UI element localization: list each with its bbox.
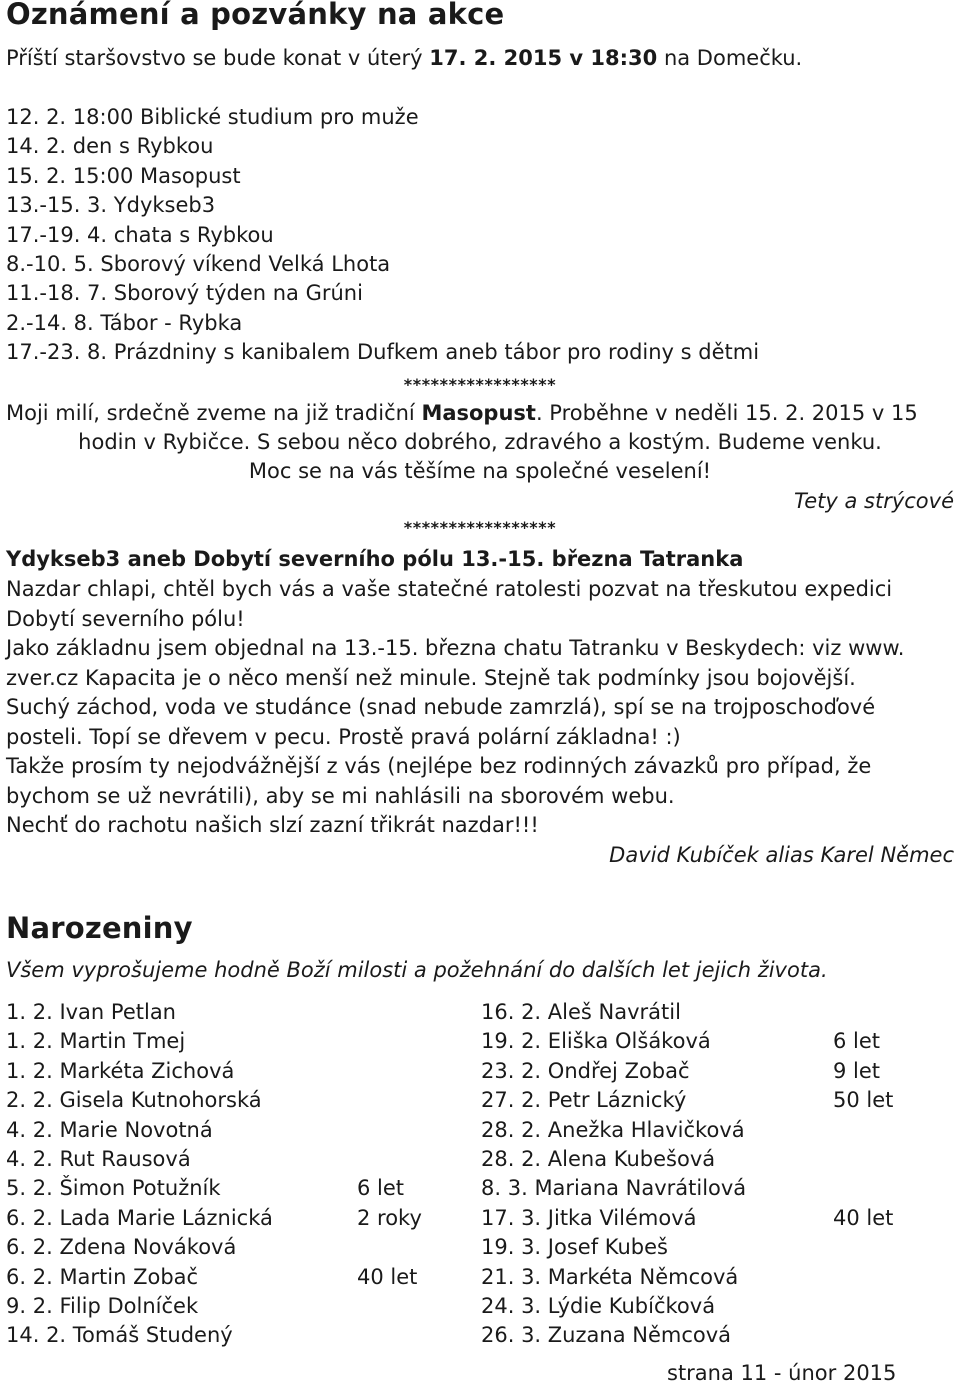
- elders-notice-prefix: Příští staršovstvo se bude konat v úterý: [6, 46, 430, 70]
- spacer: [66, 105, 73, 129]
- birthday-date: 4. 2.: [6, 1117, 53, 1142]
- event-item: [6, 164, 241, 188]
- birthday-name: Filip Dolníček: [59, 1294, 199, 1318]
- spacer: [541, 1265, 548, 1289]
- event-text: Sborový víkend Velká Lhota: [100, 252, 391, 276]
- birthdays-intro: Všem vyprošujeme hodně Boží milosti a požehnání do dalších let jejich života.: [6, 958, 828, 982]
- expedition-line: bychom se už nevrátili), aby se mi nahlásili na sborovém webu.: [6, 783, 675, 808]
- birthday-name: Josef Kubeš: [547, 1235, 668, 1260]
- birthday-age: 40 let: [833, 1205, 894, 1230]
- spacer: [541, 1294, 548, 1318]
- birthday-name: Marie Novotná: [59, 1117, 213, 1142]
- spacer: [541, 1059, 548, 1083]
- birthday-age: 9 let: [833, 1058, 881, 1083]
- birthday-name: Ondřej Zobač: [547, 1058, 690, 1083]
- birthday-name: Zdena Nováková: [59, 1235, 237, 1260]
- masopust-line-1: [6, 401, 918, 425]
- elders-notice-date: 17. 2. 2015 v 18:30: [429, 46, 658, 70]
- birthday-name: Alena Kubešová: [547, 1147, 716, 1171]
- birthday-date: 23. 2.: [481, 1058, 542, 1083]
- event-item: [6, 134, 213, 158]
- birthday-date: 21. 3.: [481, 1264, 542, 1289]
- birthday-name: Mariana Navrátilová: [534, 1176, 747, 1201]
- birthday-date: 6. 2.: [6, 1264, 53, 1289]
- birthday-date-name: [481, 1147, 715, 1171]
- event-item: [6, 281, 363, 305]
- spacer: [107, 340, 114, 364]
- birthday-date-name: [6, 1206, 273, 1230]
- birthday-date: 1. 2.: [6, 1029, 53, 1054]
- event-text: 15:00 Masopust: [72, 163, 241, 188]
- birthday-date-name: [481, 1265, 738, 1289]
- expedition-signature: David Kubíček alias Karel Němec: [609, 843, 954, 867]
- spacer: [541, 1000, 548, 1024]
- expedition-line: posteli. Topí se dřevem v pecu. Prostě pravá polární základna! :): [6, 724, 681, 749]
- event-date: 8.-10. 5.: [6, 252, 94, 276]
- separator: *****************: [403, 375, 557, 394]
- spacer: [66, 164, 73, 188]
- birthday-age: 50 let: [833, 1088, 894, 1113]
- birthday-date: 5. 2.: [6, 1176, 53, 1201]
- birthday-name: Petr Láznický: [547, 1088, 687, 1113]
- birthday-date-name: [6, 1118, 213, 1142]
- birthday-date: 26. 3.: [481, 1323, 542, 1348]
- birthday-date: 28. 2.: [481, 1117, 542, 1142]
- elders-notice-suffix: na Domečku.: [657, 46, 803, 70]
- birthday-date: 1. 2.: [6, 1000, 53, 1024]
- expedition-line: Suchý záchod, voda ve studánce (snad nebude zamrzlá), spí se na trojposchoďové: [6, 695, 876, 719]
- spacer: [107, 223, 114, 247]
- event-date: 17.-19. 4.: [6, 222, 108, 247]
- birthday-age: 40 let: [357, 1264, 418, 1289]
- birthday-date: 2. 2.: [6, 1088, 53, 1113]
- spacer: [66, 1323, 73, 1347]
- birthday-date: 28. 2.: [481, 1147, 542, 1171]
- birthday-date-name: [6, 1323, 233, 1347]
- elders-notice: [6, 46, 802, 70]
- birthday-name: Anežka Hlavičková: [547, 1117, 745, 1142]
- expedition-line: zver.cz Kapacita je o něco menší než minule. Stejně tak podmínky jsou bojovější.: [6, 665, 856, 690]
- event-item: [6, 105, 419, 129]
- announcements-heading: Oznámení a pozvánky na akce: [6, 0, 505, 31]
- birthday-name: Martin Zobač: [59, 1264, 199, 1289]
- birthday-name: Aleš Navrátil: [547, 1000, 681, 1024]
- spacer: [541, 1118, 548, 1142]
- birthday-name: Gisela Kutnohorská: [59, 1088, 262, 1113]
- birthday-date-name: [6, 1294, 198, 1318]
- event-date: 2.-14. 8.: [6, 310, 94, 335]
- event-text: Tábor - Rybka: [100, 310, 243, 335]
- birthday-name: Šimon Potužník: [59, 1176, 221, 1201]
- expedition-title: [6, 547, 743, 571]
- event-date: 14. 2.: [6, 134, 67, 159]
- event-date: 15. 2.: [6, 163, 67, 188]
- birthday-date: 19. 2.: [481, 1029, 542, 1054]
- event-date: 13.-15. 3.: [6, 193, 108, 218]
- event-item: [6, 311, 242, 335]
- birthday-date-name: [6, 1029, 185, 1053]
- expedition-line: Jako základnu jsem objednal na 13.-15. března chatu Tatranku v Beskydech: viz www.: [6, 636, 905, 660]
- expedition-line: Takže prosím ty nejodvážnější z vás (nejlépe bez rodinných závazků pro případ, že: [6, 754, 872, 778]
- event-text: Sborový týden na Grúni: [113, 281, 363, 306]
- birthday-date-name: [481, 1176, 746, 1200]
- spacer: [66, 134, 73, 158]
- spacer: [541, 1235, 548, 1259]
- separator-2: *****************: [403, 518, 557, 537]
- spacer: [541, 1088, 548, 1112]
- page-footer: strana 11 - únor 2015: [667, 1361, 897, 1385]
- masopust-text-a: Moji milí, srdečně zveme na již tradiční: [6, 401, 422, 425]
- event-text: chata s Rybkou: [113, 222, 274, 247]
- birthday-date-name: [481, 1235, 668, 1259]
- birthday-date: 8. 3.: [481, 1176, 528, 1201]
- birthday-date: 27. 2.: [481, 1088, 542, 1113]
- birthday-name: Tomáš Studený: [72, 1323, 233, 1348]
- spacer: [107, 193, 114, 217]
- event-text: Ydykseb3: [113, 193, 216, 218]
- birthday-name: Jitka Vilémová: [547, 1205, 697, 1230]
- event-date: 12. 2.: [6, 105, 67, 129]
- birthday-name: Markéta Němcová: [547, 1264, 739, 1289]
- birthday-age: 6 let: [833, 1029, 881, 1054]
- birthday-date-name: [6, 1088, 262, 1112]
- birthday-name: Markéta Zichová: [59, 1058, 235, 1083]
- birthday-name: Eliška Olšáková: [547, 1029, 711, 1054]
- expedition-line: Dobytí severního pólu!: [6, 606, 245, 631]
- birthday-date-name: [481, 1088, 686, 1112]
- spacer: [541, 1206, 548, 1230]
- birthday-name: Ivan Petlan: [59, 1000, 176, 1024]
- birthday-age: 2 roky: [357, 1205, 422, 1230]
- birthday-date-name: [6, 1265, 198, 1289]
- birthday-date-name: [481, 1118, 745, 1142]
- birthday-date: 1. 2.: [6, 1058, 53, 1083]
- birthday-date: 14. 2.: [6, 1323, 67, 1348]
- event-text: 18:00 Biblické studium pro muže: [72, 105, 419, 129]
- birthday-date: 17. 3.: [481, 1205, 542, 1230]
- birthday-name: Rut Rausová: [59, 1147, 191, 1171]
- event-item: [6, 223, 274, 247]
- birthday-date: 19. 3.: [481, 1235, 542, 1260]
- event-item: [6, 252, 390, 276]
- masopust-bold: Masopust: [421, 401, 536, 425]
- event-text: Prázdniny s kanibalem Dufkem aneb tábor pro rodiny s dětmi: [113, 340, 760, 365]
- birthday-date-name: [481, 1059, 690, 1083]
- masopust-signature: Tety a strýcové: [793, 489, 954, 513]
- spacer: [541, 1147, 548, 1171]
- expedition-line: Nazdar chlapi, chtěl bych vás a vaše statečné ratolesti pozvat na třeskutou expedici: [6, 577, 893, 601]
- birthday-name: Martin Tmej: [59, 1029, 186, 1054]
- spacer: [107, 281, 114, 305]
- birthday-date-name: [6, 1176, 221, 1200]
- birthday-date-name: [6, 1235, 236, 1259]
- masopust-text-c: . Proběhne v neděli 15. 2. 2015 v 15: [535, 401, 918, 425]
- event-item: [6, 340, 759, 364]
- event-item: [6, 193, 215, 217]
- birthday-date: 24. 3.: [481, 1294, 542, 1318]
- expedition-title-b: března Tatranka: [551, 547, 744, 571]
- masopust-line-3: Moc se na vás těšíme na společné veselení!: [248, 459, 712, 483]
- birthday-date-name: [481, 1029, 711, 1053]
- spacer: [541, 1029, 548, 1053]
- birthday-name: Lýdie Kubíčková: [547, 1294, 716, 1318]
- birthday-name: Zuzana Němcová: [547, 1323, 732, 1348]
- birthday-date-name: [481, 1294, 715, 1318]
- birthday-date-name: [481, 1323, 731, 1347]
- event-date: 11.-18. 7.: [6, 281, 108, 306]
- expedition-title-a: Ydykseb3 aneb Dobytí severního pólu 13.-15.: [6, 547, 552, 571]
- birthday-date: 4. 2.: [6, 1147, 53, 1171]
- spacer: [541, 1323, 548, 1347]
- birthday-date-name: [481, 1000, 681, 1024]
- birthday-name: Lada Marie Láznická: [59, 1205, 273, 1230]
- birthday-date-name: [6, 1147, 191, 1171]
- birthday-age: 6 let: [357, 1176, 405, 1201]
- expedition-line: Nechť do rachotu našich slzí zazní třikrát nazdar!!!: [6, 813, 539, 837]
- birthdays-heading: Narozeniny: [6, 911, 193, 945]
- birthday-date: 9. 2.: [6, 1294, 53, 1318]
- birthday-date: 6. 2.: [6, 1205, 53, 1230]
- event-text: den s Rybkou: [72, 134, 214, 159]
- event-date: 17.-23. 8.: [6, 340, 108, 365]
- masopust-line-2: hodin v Rybičce. S sebou něco dobrého, zdravého a kostým. Budeme venku.: [78, 430, 882, 454]
- birthday-date: 6. 2.: [6, 1235, 53, 1260]
- birthday-date-name: [6, 1059, 234, 1083]
- birthday-date: 16. 2.: [481, 1000, 542, 1024]
- birthday-date-name: [6, 1000, 176, 1024]
- birthday-date-name: [481, 1206, 697, 1230]
